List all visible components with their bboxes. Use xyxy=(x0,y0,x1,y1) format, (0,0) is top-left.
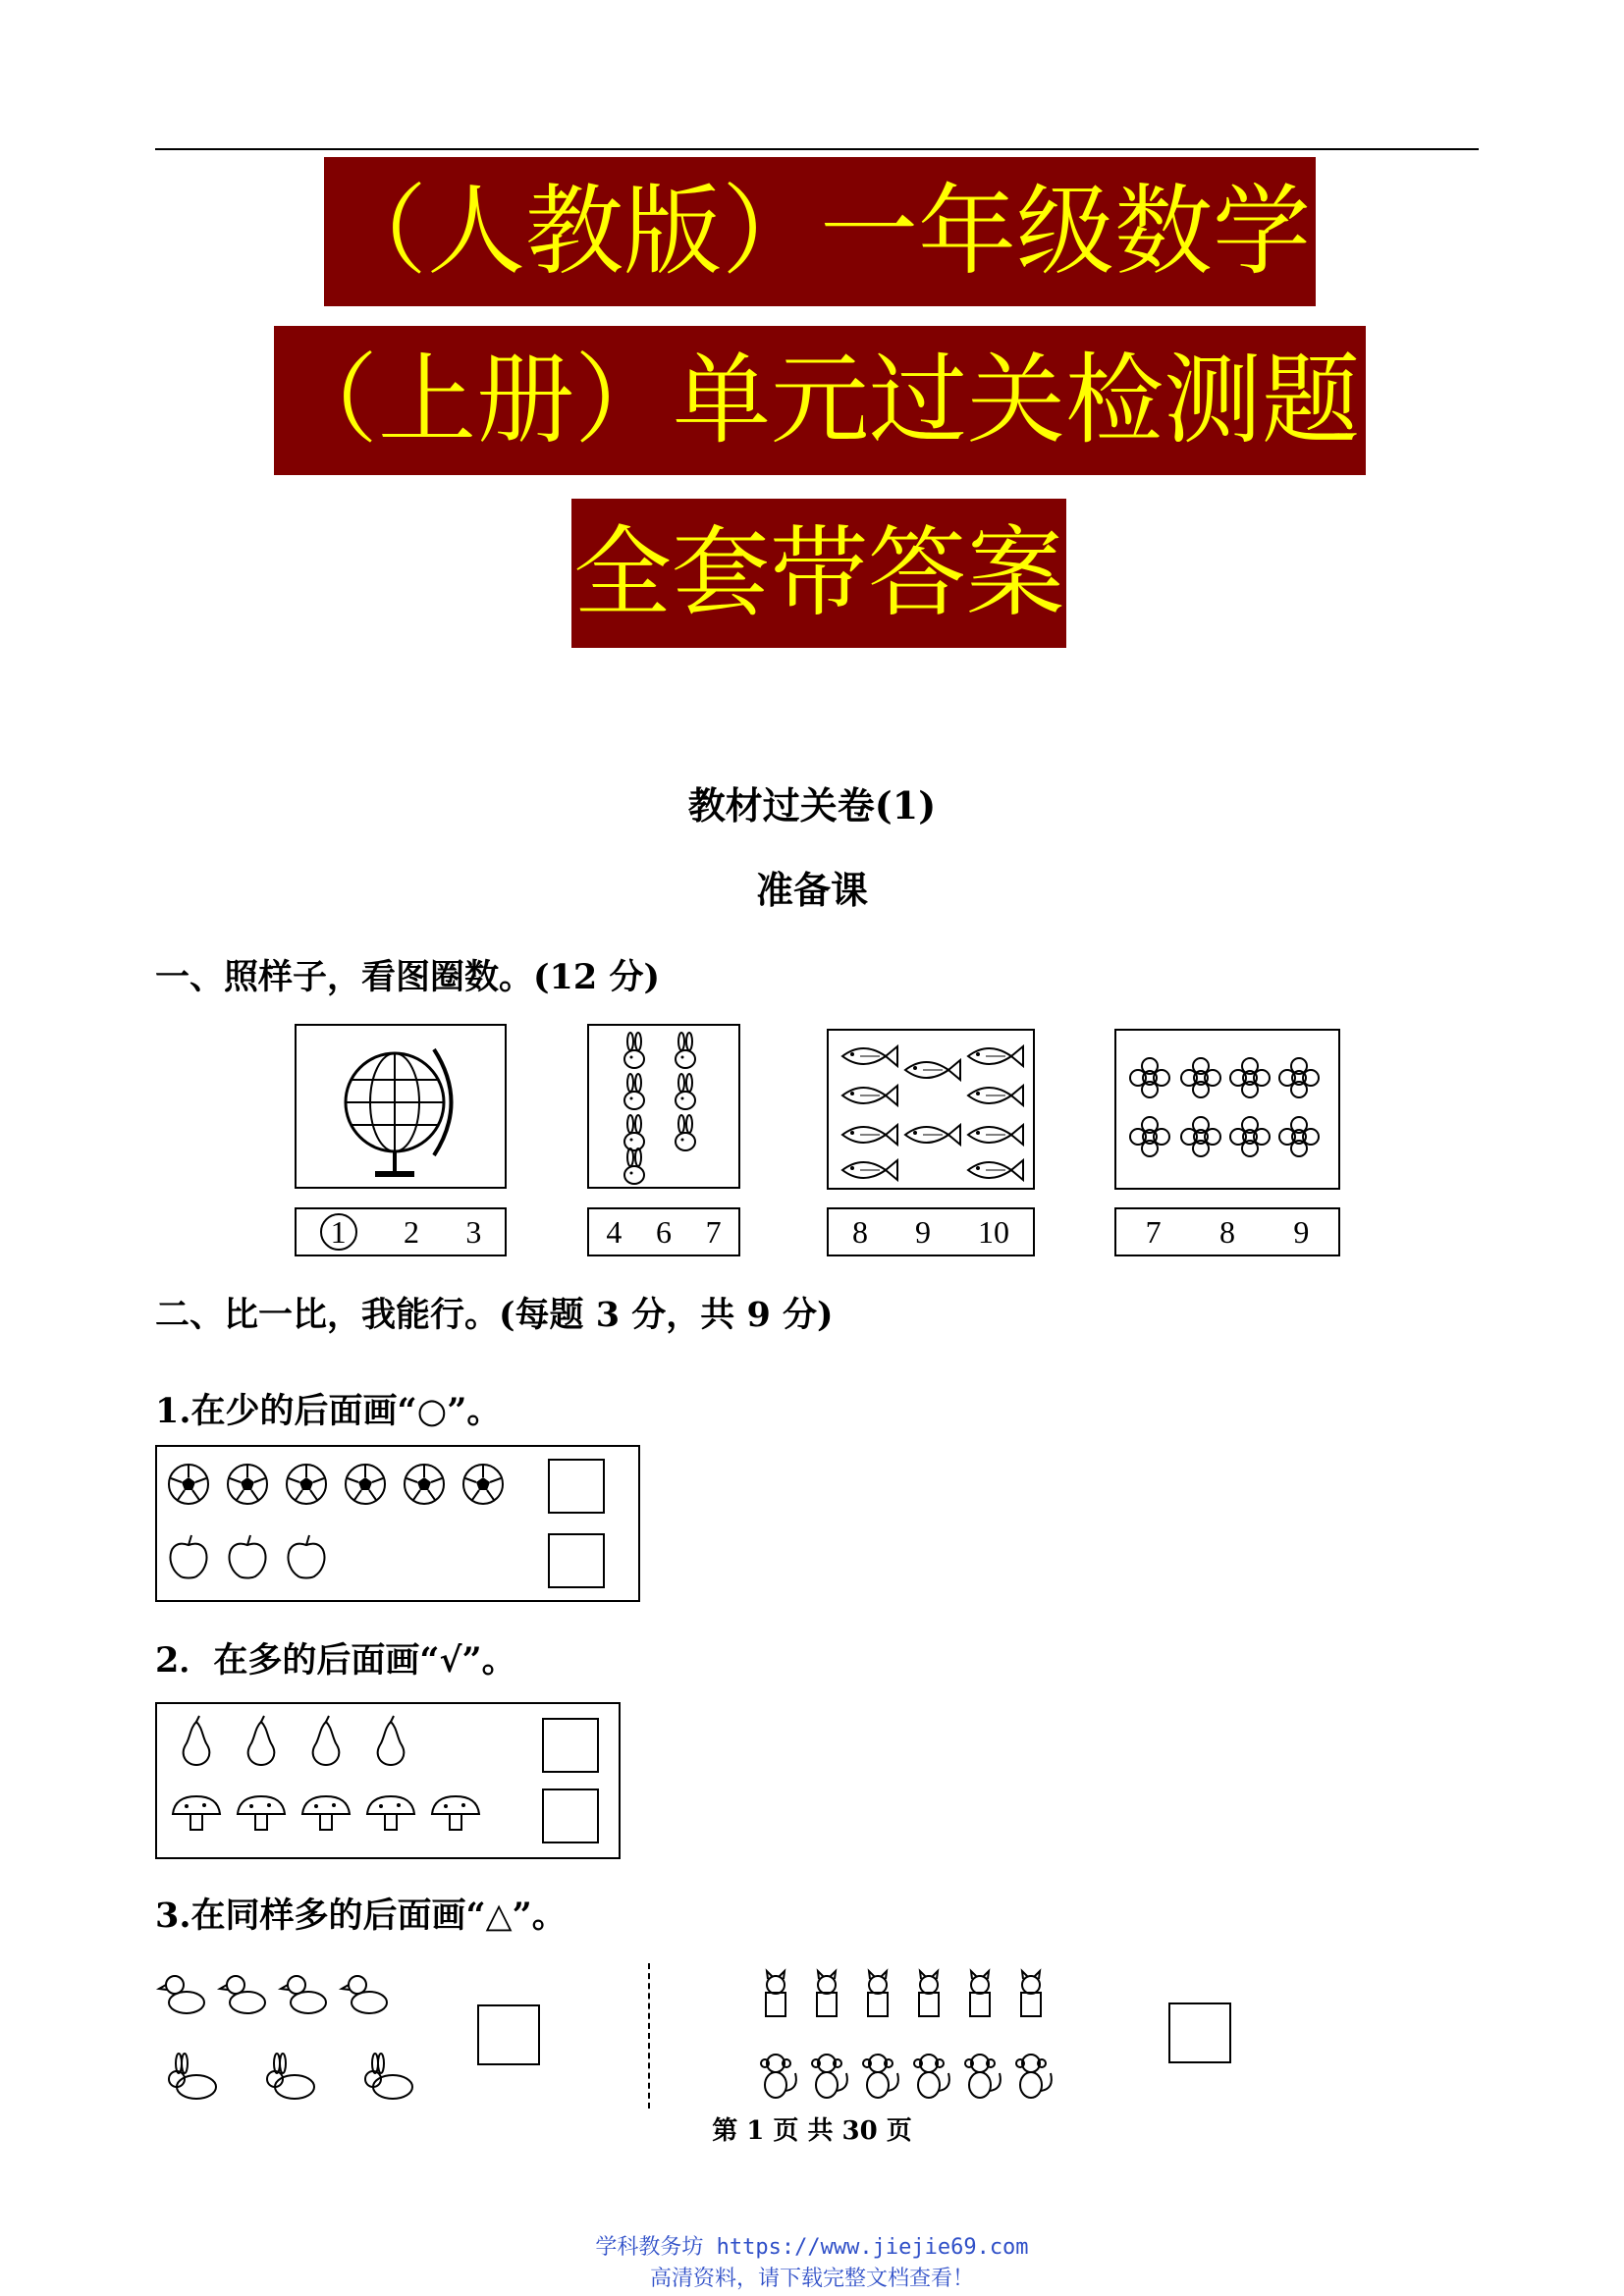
monkey-icon xyxy=(914,2055,949,2098)
pear-icon xyxy=(313,1716,340,1765)
option-value[interactable]: 2 xyxy=(403,1213,419,1250)
fish-icon xyxy=(905,1125,960,1145)
football-icon xyxy=(169,1465,208,1504)
rabbit-icon xyxy=(624,1033,644,1068)
cat-icon xyxy=(970,1971,990,2016)
duck-icon xyxy=(220,1976,265,2013)
rabbit-icon xyxy=(676,1074,695,1109)
rabbit-icon xyxy=(624,1115,644,1150)
option-value[interactable]: 4 xyxy=(606,1213,623,1250)
banner-line-3: 全套带答案 xyxy=(571,499,1066,648)
option-box-2 xyxy=(587,1207,740,1256)
flower-picture-box xyxy=(1114,1029,1340,1190)
banner-line-1: （人教版）一年级数学 xyxy=(324,157,1316,306)
compare-group-1 xyxy=(155,1445,640,1602)
fish-icon xyxy=(842,1125,897,1145)
fish-icon xyxy=(842,1086,897,1105)
fish-icon xyxy=(842,1160,897,1180)
apple-icon xyxy=(289,1535,325,1578)
watermark-line-1[interactable]: 学科教务坊 https://www.jiejie69.com xyxy=(595,2235,1029,2260)
football-icon xyxy=(228,1465,267,1504)
fish-icon xyxy=(968,1160,1023,1180)
rabbit-icon xyxy=(169,2054,216,2099)
fish-icon xyxy=(968,1086,1023,1105)
option-value[interactable]: 3 xyxy=(465,1213,482,1250)
question-1: 1.在少的后面画“○”。 xyxy=(155,1391,502,1431)
cat-icon xyxy=(919,1971,939,2016)
question-2: 2．在多的后面画“√”。 xyxy=(155,1640,516,1681)
cat-icon xyxy=(1021,1971,1041,2016)
duck-icon xyxy=(342,1976,387,2013)
mushroom-icon xyxy=(302,1796,350,1830)
football-icon xyxy=(405,1465,444,1504)
mushroom-icon xyxy=(173,1796,220,1830)
paper-subtitle: 准备课 xyxy=(755,868,868,912)
option-value[interactable]: 8 xyxy=(1218,1213,1235,1250)
option-value[interactable]: 9 xyxy=(1293,1213,1310,1250)
globe-picture-box xyxy=(295,1024,507,1189)
dashed-divider xyxy=(648,1963,650,2109)
flower-icon xyxy=(1279,1058,1319,1097)
question-3: 3.在同样多的后面画“△”。 xyxy=(155,1896,567,1936)
flower-group xyxy=(1116,1031,1338,1188)
option-value[interactable]: 7 xyxy=(705,1213,722,1250)
mushroom-icon xyxy=(238,1796,285,1830)
monkey-icon xyxy=(812,2055,847,2098)
apple-icon xyxy=(171,1535,207,1578)
monkey-icon xyxy=(863,2055,898,2098)
football-icon xyxy=(287,1465,326,1504)
flower-icon xyxy=(1279,1117,1319,1156)
flower-icon xyxy=(1181,1117,1220,1156)
cat-icon xyxy=(766,1971,785,2016)
watermark-line-2: 高清资料，请下载完整文档查看！ xyxy=(649,2267,974,2291)
answer-box[interactable] xyxy=(548,1533,605,1588)
duck-icon xyxy=(159,1976,204,2013)
option-value[interactable]: 6 xyxy=(655,1213,672,1250)
answer-box[interactable] xyxy=(542,1789,599,1843)
apple-icon xyxy=(230,1535,266,1578)
cat-icon xyxy=(868,1971,888,2016)
fish-picture-box xyxy=(827,1029,1035,1190)
answer-box[interactable] xyxy=(542,1718,599,1773)
rabbit-icon xyxy=(624,1074,644,1109)
flower-icon xyxy=(1230,1117,1270,1156)
fish-icon xyxy=(968,1046,1023,1066)
monkey-icon xyxy=(1016,2055,1052,2098)
page-footer xyxy=(0,2110,1624,2147)
cat-icon xyxy=(817,1971,837,2016)
rabbit-group xyxy=(589,1026,738,1187)
page-suffix: 页 xyxy=(886,2116,912,2146)
monkey-icon xyxy=(965,2055,1001,2098)
page-total: 30 xyxy=(841,2116,878,2146)
mushroom-icon xyxy=(367,1796,414,1830)
paper-title: 教材过关卷(1) xyxy=(687,783,937,828)
circled-option[interactable]: 1 xyxy=(320,1213,357,1251)
top-rule xyxy=(155,148,1479,150)
fish-group xyxy=(829,1031,1033,1188)
pear-icon xyxy=(184,1716,210,1765)
section2-heading: 二、比一比，我能行。(每题 3 分，共 9 分) xyxy=(155,1295,834,1335)
answer-box[interactable] xyxy=(1168,2002,1231,2063)
duck-icon xyxy=(281,1976,326,2013)
globe-icon xyxy=(297,1026,505,1187)
option-value[interactable]: 7 xyxy=(1145,1213,1162,1250)
mushroom-icon xyxy=(432,1796,479,1830)
compare-group-2 xyxy=(155,1702,621,1859)
option-value[interactable]: 9 xyxy=(915,1213,931,1250)
pear-icon xyxy=(378,1716,405,1765)
page-number: 1 xyxy=(746,2116,765,2146)
answer-box[interactable] xyxy=(548,1459,605,1514)
flower-icon xyxy=(1230,1058,1270,1097)
option-value[interactable]: 10 xyxy=(978,1213,1009,1250)
option-box-1 xyxy=(295,1207,507,1256)
monkey-icon xyxy=(761,2055,796,2098)
rabbit-icon xyxy=(365,2054,412,2099)
rabbit-icon xyxy=(676,1033,695,1068)
fish-icon xyxy=(905,1060,960,1080)
flower-icon xyxy=(1130,1058,1169,1097)
rabbit-icon xyxy=(676,1115,695,1150)
option-box-4 xyxy=(1114,1207,1340,1256)
football-icon xyxy=(463,1465,503,1504)
section1-heading: 一、照样子，看图圈数。(12 分) xyxy=(155,957,661,997)
football-icon xyxy=(346,1465,385,1504)
duck-rabbit-cat-monkey-group xyxy=(147,1953,1178,2110)
flower-icon xyxy=(1130,1117,1169,1156)
rabbit-picture-box xyxy=(587,1024,740,1189)
fish-icon xyxy=(842,1046,897,1066)
fish-icon xyxy=(968,1125,1023,1145)
answer-box[interactable] xyxy=(477,2004,540,2065)
rabbit-icon xyxy=(624,1148,644,1184)
flower-icon xyxy=(1181,1058,1220,1097)
option-value[interactable]: 8 xyxy=(852,1213,868,1250)
option-box-3 xyxy=(827,1207,1035,1256)
page-mid: 页 共 xyxy=(773,2116,834,2146)
pear-icon xyxy=(248,1716,275,1765)
banner-line-2: （上册）单元过关检测题 xyxy=(274,326,1366,475)
rabbit-icon xyxy=(267,2054,314,2099)
page-prefix: 第 xyxy=(712,2116,738,2146)
